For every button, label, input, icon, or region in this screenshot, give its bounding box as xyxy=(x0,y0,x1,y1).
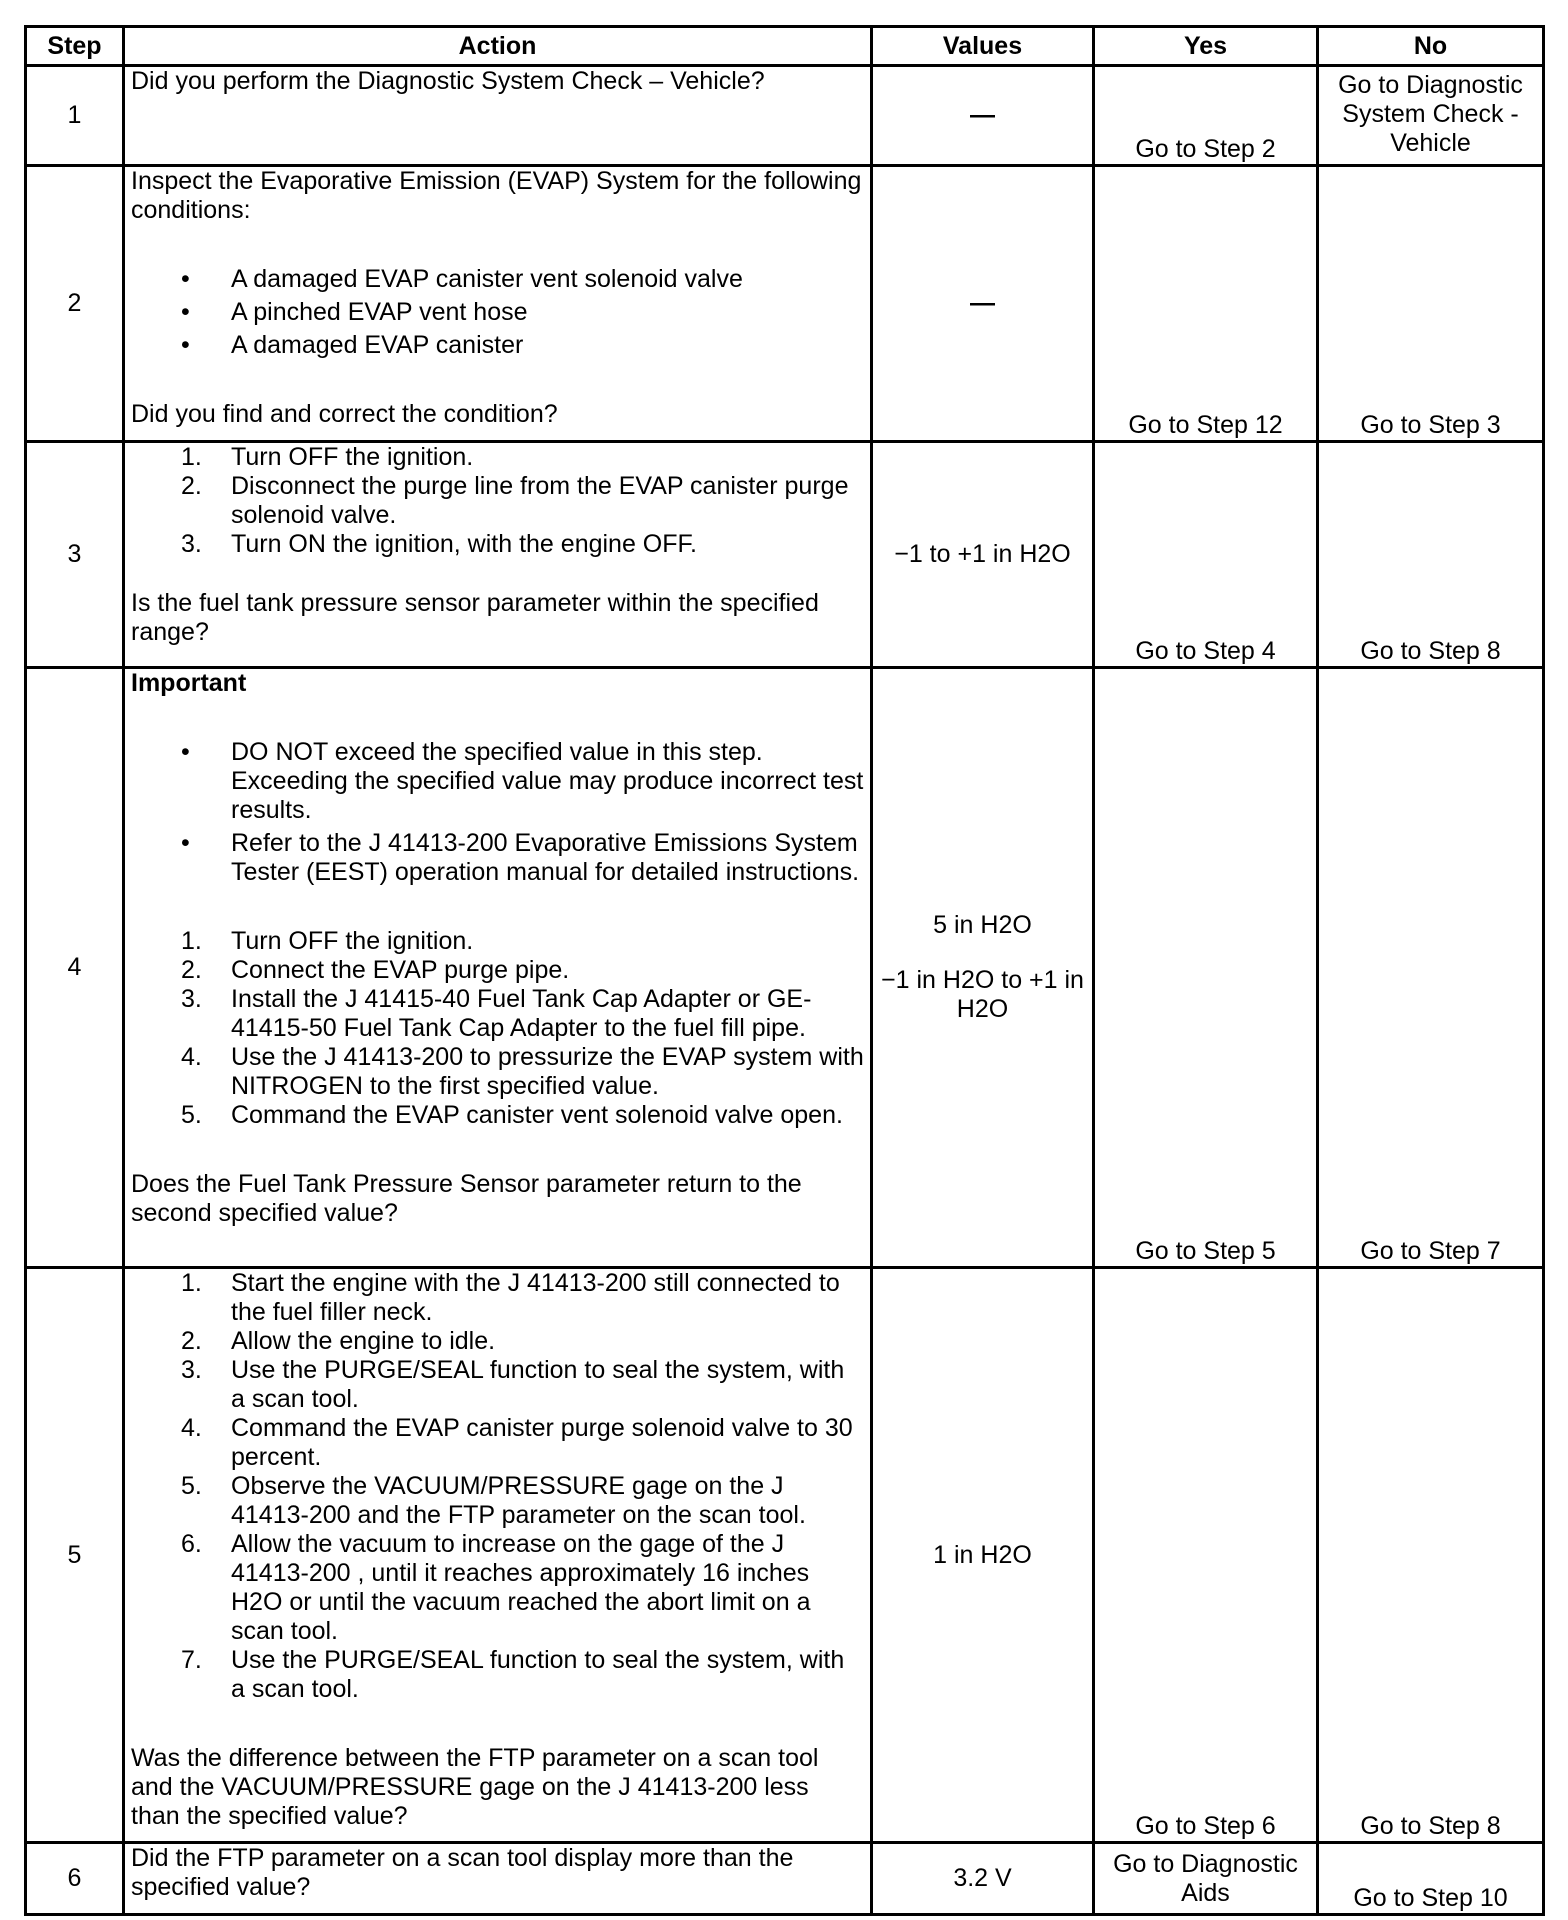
table-row-step-3 xyxy=(26,442,1544,668)
list-item: Use the PURGE/SEAL function to seal the system, with a scan tool. xyxy=(231,1646,845,1703)
step-number: 2 xyxy=(26,166,124,442)
list-item: • A damaged EVAP canister vent solenoid valve xyxy=(131,265,864,294)
list-item: Turn ON the ignition, with the engine OFF. xyxy=(231,530,697,558)
step-number: 3 xyxy=(26,442,124,668)
action-question: Is the fuel tank pressure sensor parameter within the specified range? xyxy=(131,589,819,646)
action-question: Did the FTP parameter on a scan tool display more than the specified value? xyxy=(131,1844,794,1901)
table-row-step-6 xyxy=(26,1843,1544,1915)
yes-cell: Go to Step 2 xyxy=(1094,66,1318,166)
value-cell: −1 to +1 in H2O xyxy=(872,442,1094,668)
action-question: Did you find and correct the condition? xyxy=(131,400,558,428)
value-cell: 3.2 V xyxy=(872,1843,1094,1915)
list-item: Command the EVAP canister purge solenoid valve to 30 percent. xyxy=(231,1414,853,1471)
value-cell: 1 in H2O xyxy=(872,1268,1094,1843)
list-item: • A damaged EVAP canister xyxy=(131,331,864,360)
header-row xyxy=(26,27,1544,66)
table-row-step-4 xyxy=(26,668,1544,1268)
action-cell xyxy=(124,66,872,166)
yes-cell: Go to Step 5 xyxy=(1094,668,1318,1268)
value-cell xyxy=(872,668,1094,1268)
list-item: • A pinched EVAP vent hose xyxy=(131,298,864,327)
action-intro: Inspect the Evaporative Emission (EVAP) System for the following conditions: xyxy=(131,167,862,224)
list-item: Command the EVAP canister vent solenoid valve open. xyxy=(231,1101,843,1129)
important-heading: Important xyxy=(131,669,247,697)
second-specified-value: −1 in H2O to +1 in H2O xyxy=(881,966,1084,1023)
list-item: Observe the VACUUM/PRESSURE gage on the J 41413-200 and the FTP parameter on the scan tool. xyxy=(231,1472,806,1529)
action-question: Does the Fuel Tank Pressure Sensor parameter return to the second specified value? xyxy=(131,1170,802,1227)
table-row-step-2 xyxy=(26,166,1544,442)
action-cell xyxy=(124,442,872,668)
list-item: • DO NOT exceed the specified value in this step. Exceeding the specified value may produce incorrect test results. xyxy=(131,738,864,825)
action-cell xyxy=(124,668,872,1268)
no-cell: Go to Step 8 xyxy=(1318,442,1544,668)
list-item: Connect the EVAP purge pipe. xyxy=(231,956,570,984)
action-cell xyxy=(124,1843,872,1915)
list-item: • Refer to the J 41413-200 Evaporative Emissions System Tester (EEST) operation manual for detailed instructions. xyxy=(131,829,864,887)
diagnostic-table xyxy=(24,25,1545,1916)
header-no: No xyxy=(1318,27,1544,66)
yes-cell: Go to Step 4 xyxy=(1094,442,1318,668)
value-cell: — xyxy=(872,66,1094,166)
table-row-step-1 xyxy=(26,66,1544,166)
list-item: Use the PURGE/SEAL function to seal the system, with a scan tool. xyxy=(231,1356,845,1413)
procedure-list xyxy=(131,443,864,559)
no-cell: Go to Step 8 xyxy=(1318,1268,1544,1843)
yes-cell: Go to Diagnostic Aids xyxy=(1094,1843,1318,1915)
action-question: Was the difference between the FTP parameter on a scan tool and the VACUUM/PRESSURE gage on the J 41413-200 less than the specified value? xyxy=(131,1744,819,1830)
action-cell xyxy=(124,1268,872,1843)
important-notes xyxy=(131,738,864,887)
list-item: Install the J 41415-40 Fuel Tank Cap Adapter or GE-41415-50 Fuel Tank Cap Adapter to the fuel fill pipe. xyxy=(231,985,812,1042)
table-row-step-5 xyxy=(26,1268,1544,1843)
procedure-list xyxy=(131,1269,864,1704)
action-question: Did you perform the Diagnostic System Check – Vehicle? xyxy=(131,67,765,95)
first-specified-value: 5 in H2O xyxy=(933,911,1032,939)
no-cell: Go to Step 7 xyxy=(1318,668,1544,1268)
step-number: 6 xyxy=(26,1843,124,1915)
condition-list xyxy=(131,265,864,360)
no-cell: Go to Step 3 xyxy=(1318,166,1544,442)
list-item: Allow the engine to idle. xyxy=(231,1327,496,1355)
list-item: Allow the vacuum to increase on the gage of the J 41413-200 , until it reaches approximately 16 inches H2O or until the vacuum reached the abort limit on a scan tool. xyxy=(231,1530,811,1645)
step-number: 1 xyxy=(26,66,124,166)
no-cell: Go to Step 10 xyxy=(1318,1843,1544,1915)
procedure-list xyxy=(131,927,864,1130)
yes-cell: Go to Step 6 xyxy=(1094,1268,1318,1843)
list-item: Turn OFF the ignition. xyxy=(231,443,474,471)
header-yes: Yes xyxy=(1094,27,1318,66)
value-cell: — xyxy=(872,166,1094,442)
list-item: Start the engine with the J 41413-200 still connected to the fuel filler neck. xyxy=(231,1269,840,1326)
header-step: Step xyxy=(26,27,124,66)
header-action: Action xyxy=(124,27,872,66)
action-cell xyxy=(124,166,872,442)
step-number: 5 xyxy=(26,1268,124,1843)
list-item: Disconnect the purge line from the EVAP canister purge solenoid valve. xyxy=(231,472,849,529)
step-number: 4 xyxy=(26,668,124,1268)
list-item: Use the J 41413-200 to pressurize the EVAP system with NITROGEN to the first specified value. xyxy=(231,1043,864,1100)
header-values: Values xyxy=(872,27,1094,66)
no-cell: Go to Diagnostic System Check - Vehicle xyxy=(1318,66,1544,166)
yes-cell: Go to Step 12 xyxy=(1094,166,1318,442)
list-item: Turn OFF the ignition. xyxy=(231,927,474,955)
